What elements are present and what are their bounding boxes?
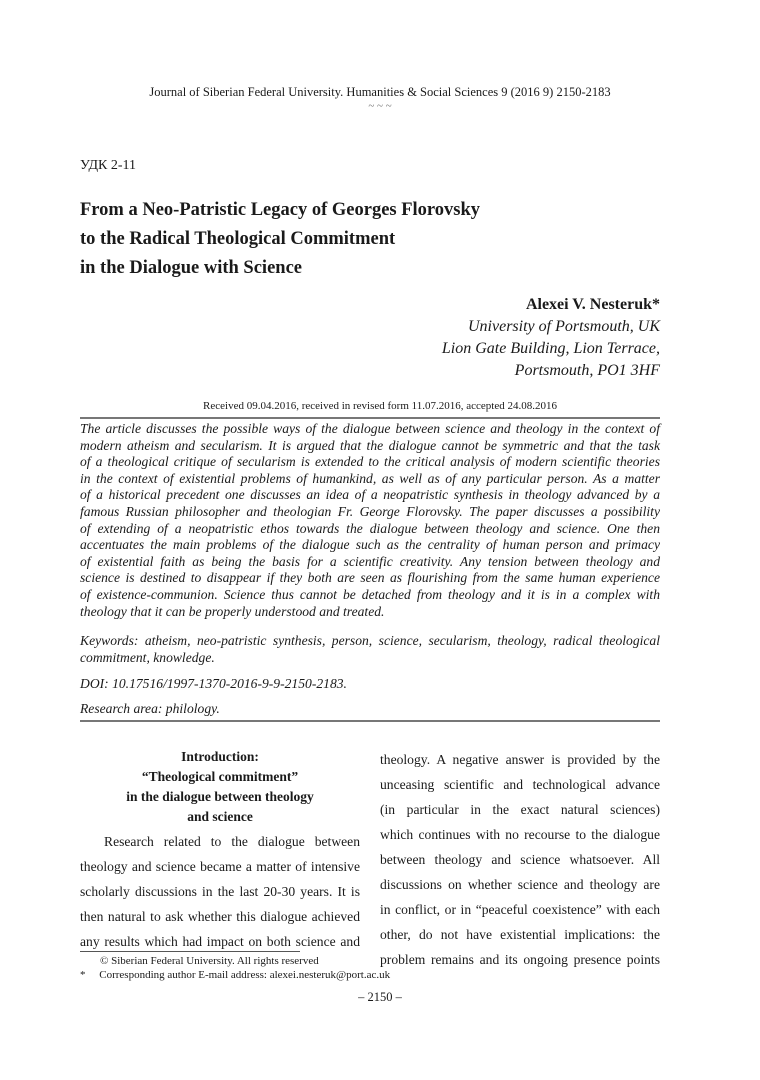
text-line: unceasing scientific and technological advance	[380, 777, 660, 792]
left-column	[80, 747, 360, 954]
text-line: of existence-communion. Science thus cannot be detached from theology and it is in a complex with	[80, 586, 660, 602]
text-line: then natural to ask whether this dialogue achieved	[80, 909, 360, 924]
text-line: of a historical precedent one discusses an idea of a neopatristic synthesis in theology advanced by a	[80, 487, 660, 503]
keywords-line: Keywords: atheism, neo-patristic synthesis, person, science, secularism, theology, radical theological	[80, 633, 660, 648]
header-ornament: ~ ~ ~	[368, 100, 392, 112]
corresponding-author-note: * Corresponding author E-mail address: alexei.nesteruk@port.ac.uk	[80, 969, 391, 981]
text-line: problem remains and its ongoing presence points	[380, 952, 660, 967]
keywords	[80, 633, 660, 666]
text-line: theology that it can be properly understood and treated.	[80, 603, 385, 619]
text-line: accentuates the main problems of the dialogue such as the centrality of human person and primacy	[80, 537, 660, 553]
divider	[80, 417, 660, 419]
title-line: to the Radical Theological Commitment	[80, 229, 396, 249]
title-line: From a Neo-Patristic Legacy of Georges Florovsky	[80, 200, 481, 220]
received-dates: Received 09.04.2016, received in revised form 11.07.2016, accepted 24.08.2016	[203, 400, 557, 412]
right-column	[380, 747, 660, 972]
text-line: (in particular in the exact natural sciences)	[380, 802, 660, 817]
text-line: modern atheism and secularism. It is argued that the dialogue cannot be symmetric and that the task	[80, 437, 660, 453]
doi: DOI: 10.17516/1997-1370-2016-9-9-2150-2183.	[80, 676, 347, 691]
text-line: The article discusses the possible ways of the dialogue between science and theology in the context of	[80, 421, 660, 436]
text-line: of extending of a neopatristic ethos towards the dialogue between theology and science. One then	[80, 520, 660, 536]
affiliation-line: Portsmouth, PO1 3HF	[514, 362, 660, 379]
text-line: famous Russian philosopher and theologian Fr. George Florovsky. The paper discusses a possibility	[80, 503, 660, 519]
research-area: Research area: philology.	[80, 701, 220, 716]
body-text	[80, 829, 360, 954]
text-line: other, do not have existential implications: the	[380, 927, 660, 942]
heading-line: “Theological commitment”	[141, 769, 299, 784]
copyright-note: © Siberian Federal University. All rights reserved	[100, 955, 319, 967]
text-line: theology and science became a matter of intensive	[80, 859, 360, 874]
text-line: theology. A negative answer is provided by the	[380, 752, 660, 767]
affiliation-line: Lion Gate Building, Lion Terrace,	[441, 340, 660, 357]
text-line: scholarly discussions in the last 20-30 years. It is	[80, 884, 360, 899]
author-name: Alexei V. Nesteruk*	[525, 296, 660, 313]
text-line: which continues with no recourse to the dialogue	[380, 827, 660, 842]
udk-code: УДК 2-11	[80, 158, 137, 173]
text-line: of existential faith as being the basis for a scientific creativity. Any tension between theology and	[80, 553, 660, 569]
divider	[80, 720, 660, 722]
keywords-line: commitment, knowledge.	[80, 649, 215, 665]
section-heading	[80, 747, 360, 827]
heading-line: Introduction:	[181, 749, 259, 764]
text-line: any results which had impact on both science and	[80, 934, 360, 949]
heading-line: and science	[187, 809, 253, 824]
text-line: in conflict, or in “peaceful coexistence” with each	[380, 902, 660, 917]
heading-line: in the dialogue between theology	[126, 789, 314, 804]
affiliation-line: University of Portsmouth, UK	[468, 318, 660, 335]
text-line: in the context of existential problems of humankind, as well as of any particular person. As a matter	[80, 470, 660, 486]
text-line: science is destined to disappear if they both are seen as flourishing from the same human experience	[80, 570, 660, 586]
text-line: Research related to the dialogue between	[104, 834, 360, 849]
footnote-rule	[80, 951, 300, 952]
article-title	[80, 196, 480, 283]
text-line: of a theological critique of secularism is extended to the critical analysis of modern scientific theories	[80, 454, 660, 470]
page-number: – 2150 –	[358, 990, 402, 1004]
text-line: discussions on whether science and theology are	[380, 877, 660, 892]
footnotes	[80, 954, 390, 982]
author-block	[442, 294, 660, 382]
text-line: between theology and science whatsoever. All	[380, 852, 660, 867]
journal-header: Journal of Siberian Federal University. Humanities & Social Sciences 9 (2016 9) 2150-2183	[149, 85, 611, 99]
title-line: in the Dialogue with Science	[80, 258, 302, 278]
abstract	[80, 421, 660, 620]
